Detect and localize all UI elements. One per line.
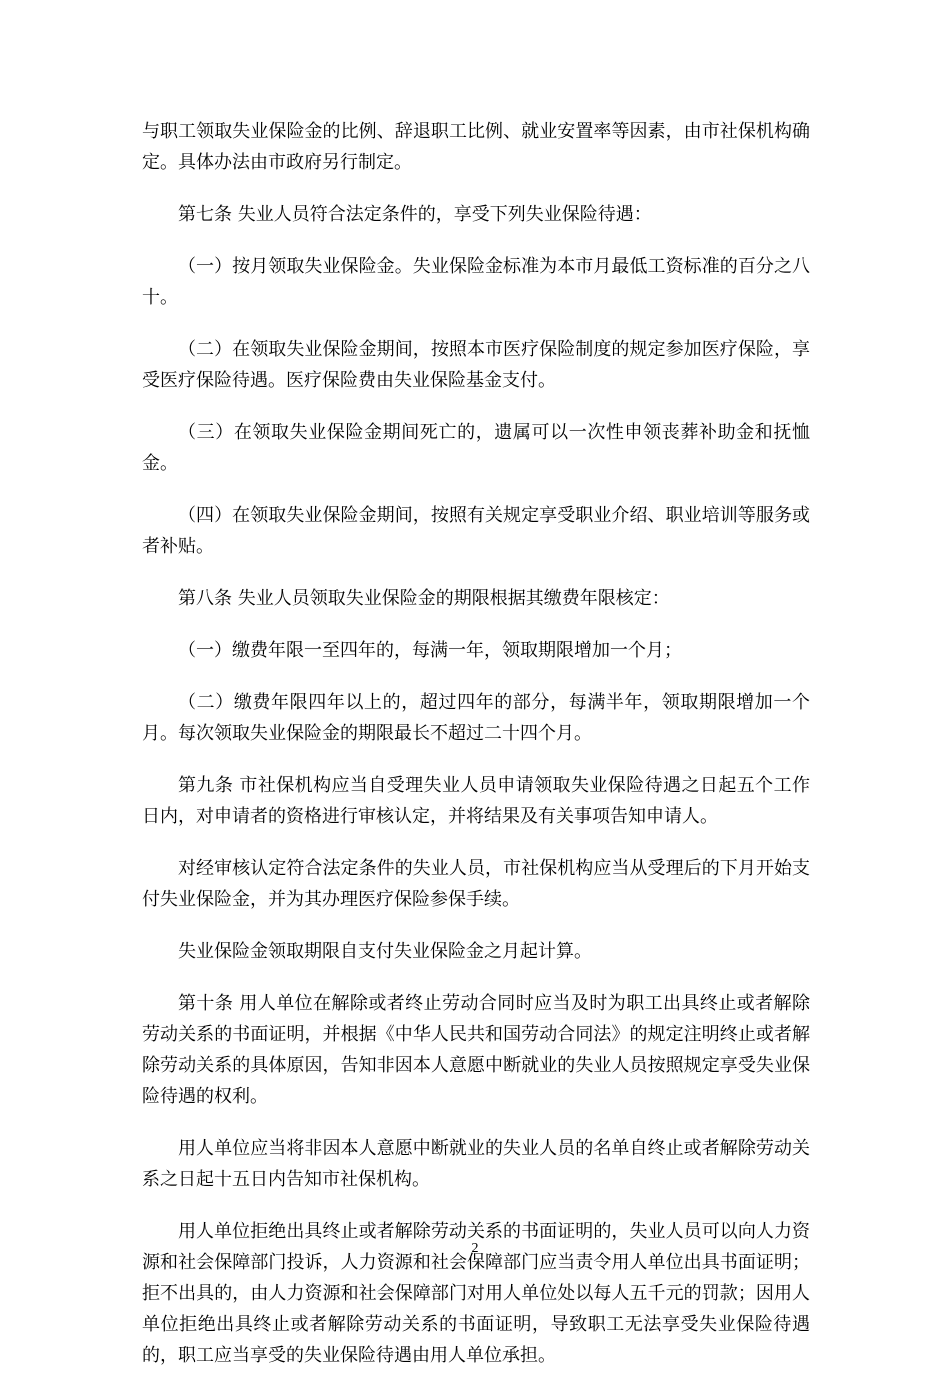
paragraph-article-8-item-1: （一）缴费年限一至四年的，每满一年，领取期限增加一个月； (178, 640, 682, 661)
paragraph-article-7-item-4: （四）在领取失业保险金期间，按照有关规定享受职业介绍、职业培训等服务或者补贴。 (142, 505, 810, 557)
paragraph-article-10-clause-3: 用人单位拒绝出具终止或者解除劳动关系的书面证明的，失业人员可以向人力资源和社会保障部门投诉，人力资源和社会保障部门应当责令用人单位出具书面证明；拒不出具的，由人力资源和社会保障部门对用人单位处以每人五千元的罚款；因用人单位拒绝出具终止或者解除劳动关系的书面证明，导致职工无法享受失业保险待遇的，职工应当享受的失业保险待遇由用人单位承担。 (142, 1221, 810, 1366)
paragraph-continuation: 与职工领取失业保险金的比例、辞退职工比例、就业安置率等因素，由市社保机构确定。具体办法由市政府另行制定。 (142, 121, 810, 173)
paragraph-article-7-item-1: （一）按月领取失业保险金。失业保险金标准为本市月最低工资标准的百分之八十。 (142, 256, 810, 308)
paragraph-article-10-clause-2: 用人单位应当将非因本人意愿中断就业的失业人员的名单自终止或者解除劳动关系之日起十五日内告知市社保机构。 (142, 1138, 810, 1190)
paragraph-article-8-item-2: （二）缴费年限四年以上的，超过四年的部分，每满半年，领取期限增加一个月。每次领取失业保险金的期限最长不超过二十四个月。 (142, 692, 810, 744)
paragraph-article-9: 第九条 市社保机构应当自受理失业人员申请领取失业保险待遇之日起五个工作日内，对申请者的资格进行审核认定，并将结果及有关事项告知申请人。 (142, 775, 810, 827)
document-body (142, 116, 810, 1392)
paragraph-article-9-clause-2: 对经审核认定符合法定条件的失业人员，市社保机构应当从受理后的下月开始支付失业保险金，并为其办理医疗保险参保手续。 (142, 858, 810, 910)
paragraph-article-7-item-3: （三）在领取失业保险金期间死亡的，遗属可以一次性申领丧葬补助金和抚恤金。 (142, 422, 810, 474)
page-number: 2 (471, 1241, 479, 1256)
paragraph-article-9-clause-3: 失业保险金领取期限自支付失业保险金之月起计算。 (178, 941, 592, 962)
paragraph-article-10: 第十条 用人单位在解除或者终止劳动合同时应当及时为职工出具终止或者解除劳动关系的书面证明，并根据《中华人民共和国劳动合同法》的规定注明终止或者解除劳动关系的具体原因，告知非因本人意愿中断就业的失业人员按照规定享受失业保险待遇的权利。 (142, 993, 810, 1107)
paragraph-article-7: 第七条 失业人员符合法定条件的，享受下列失业保险待遇： (178, 204, 652, 225)
paragraph-article-7-item-2: （二）在领取失业保险金期间，按照本市医疗保险制度的规定参加医疗保险，享受医疗保险待遇。医疗保险费由失业保险基金支付。 (142, 339, 810, 391)
paragraph-article-8: 第八条 失业人员领取失业保险金的期限根据其缴费年限核定： (178, 588, 670, 609)
